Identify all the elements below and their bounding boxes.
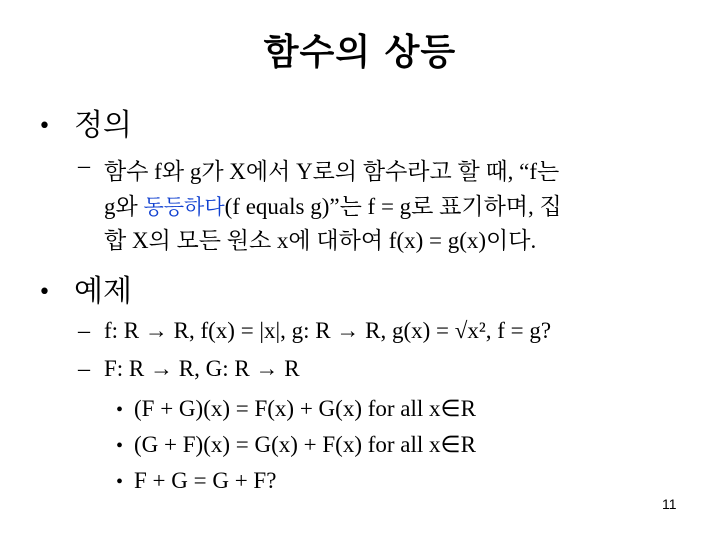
slide-title: 함수의 상등 (263, 32, 457, 73)
definition-line-2 (104, 188, 562, 221)
sub-item-1: (F + G)(x) = F(x) + G(x) for all x∈R (134, 396, 476, 421)
definition-line-1: 함수 f와 g가 X에서 Y로의 함수라고 할 때, “f는 (104, 159, 560, 184)
sub-bullet-3: • (116, 471, 124, 493)
sub-item-2: (G + F)(x) = G(x) + F(x) for all x∈R (134, 432, 476, 457)
bullet-definition: • (38, 114, 51, 139)
example-line-1: f: R → R, f(x) = |x|, g: R → R, g(x) = √x², f = g? (104, 318, 552, 343)
term-equals-highlight: 동등하다 (143, 195, 225, 219)
example-line-2: F: R → R, G: R → R (104, 356, 300, 381)
definition-line-2-post: (f equals g)”는 f = g로 표기하며, 집 (224, 194, 562, 219)
definition-line-3: 합 X의 모든 원소 x에 대하여 f(x) = g(x)이다. (104, 228, 537, 253)
sub-bullet-1: • (116, 399, 124, 421)
bullet-example: • (38, 280, 51, 305)
definition-line-2-pre: g와 (104, 194, 144, 219)
dash-definition: – (78, 153, 90, 179)
dash-example-2: – (78, 356, 90, 382)
dash-example-1: – (78, 318, 90, 344)
slide-number: 11 (662, 496, 677, 512)
heading-example: 예제 (74, 274, 132, 309)
heading-definition: 정의 (74, 108, 132, 143)
sub-bullet-2: • (116, 435, 124, 457)
sub-item-3: F + G = G + F? (134, 468, 277, 493)
